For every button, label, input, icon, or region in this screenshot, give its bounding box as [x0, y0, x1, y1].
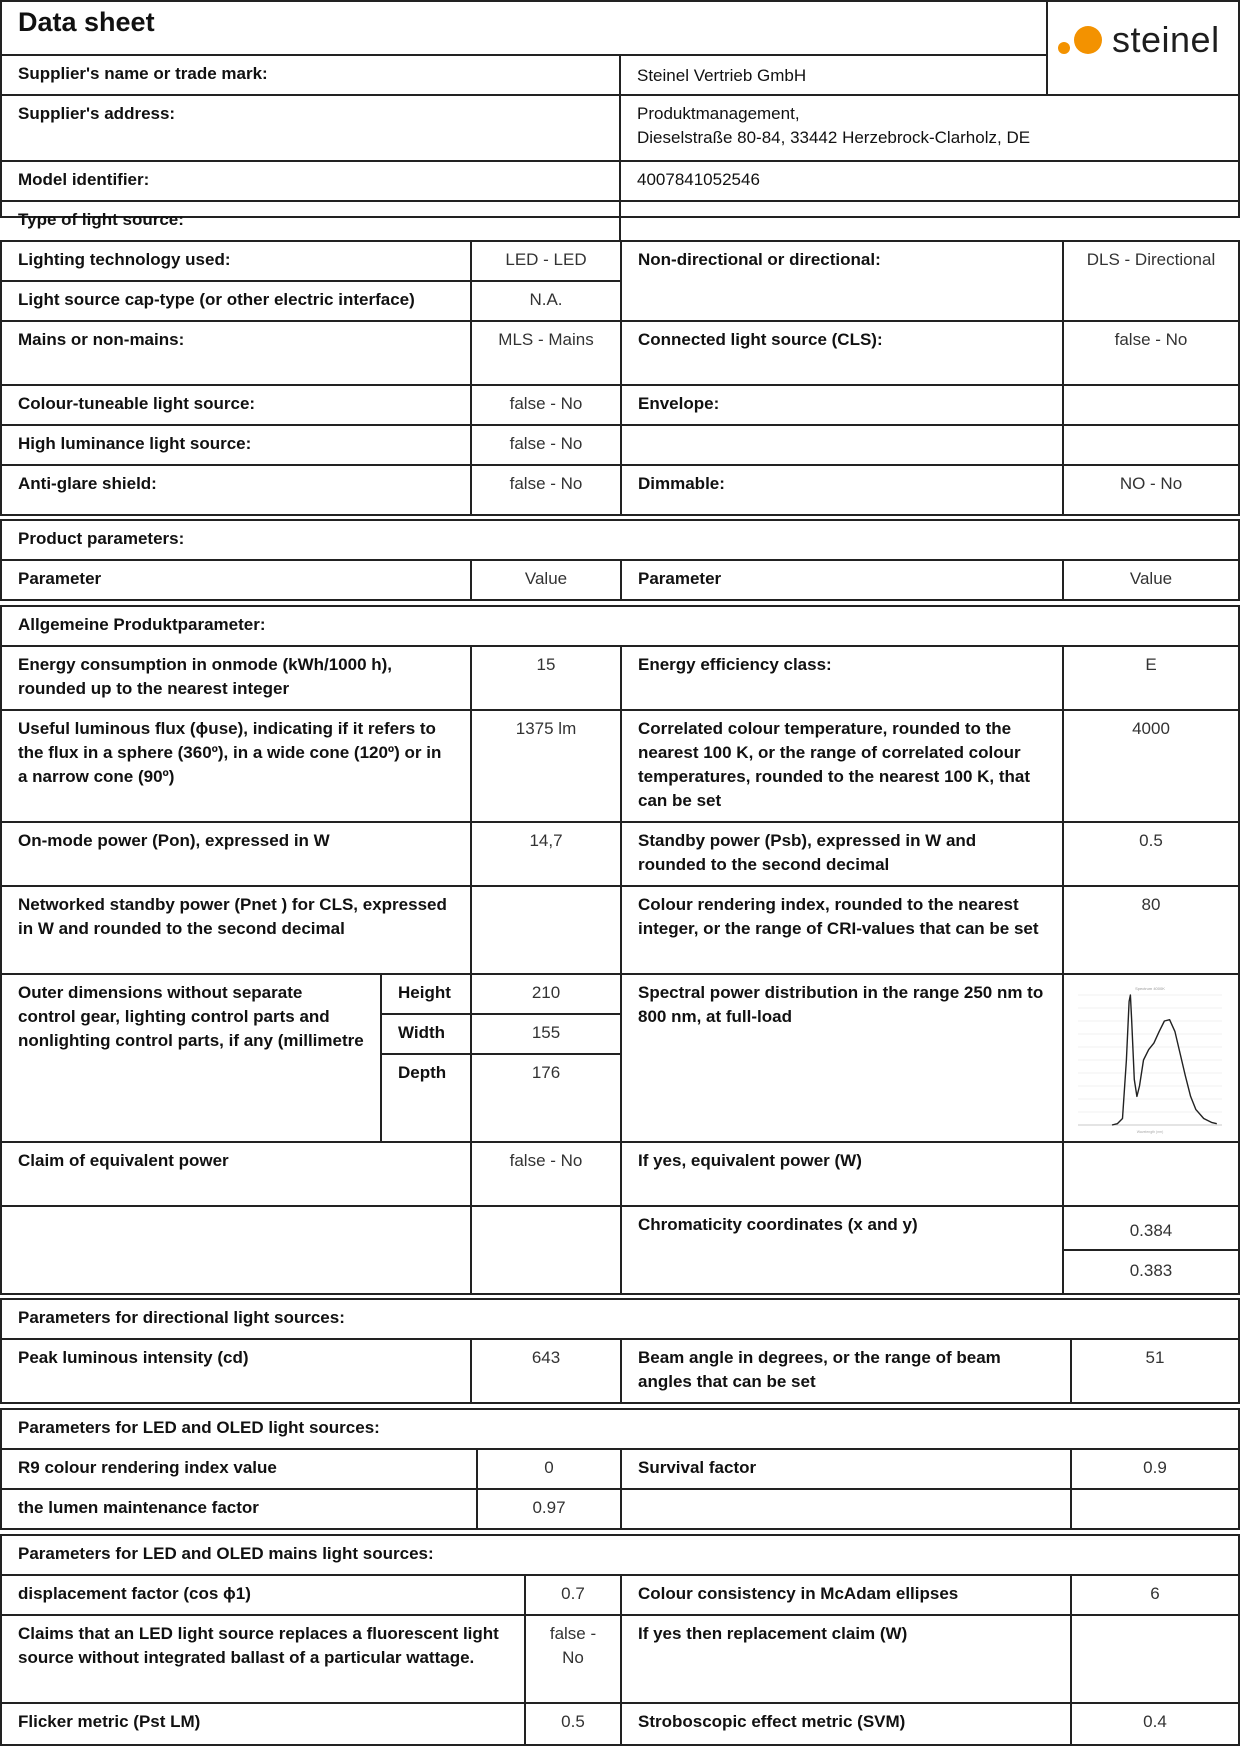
mcadam-label: Colour consistency in McAdam ellipses	[622, 1576, 1072, 1616]
standby-power-value: 0.5	[1064, 823, 1238, 887]
supplier-name-value: Steinel Vertrieb GmbH	[621, 56, 1048, 96]
mains-value: MLS - Mains	[472, 322, 622, 386]
logo-large-dot-icon	[1074, 26, 1102, 54]
logo-wordmark: steinel	[1112, 19, 1220, 60]
fluorescent-replacement-claim-label: Claims that an LED light source replaces a fluorescent light source without integrated ballast of a particular wattage.	[2, 1616, 526, 1704]
cct-value: 4000	[1064, 711, 1238, 823]
equivalent-power-w-value	[1064, 1143, 1238, 1207]
energy-consumption-value: 15	[472, 647, 622, 711]
luminous-flux-label: Useful luminous flux (ɸuse), indicating if it refers to the flux in a sphere (360º), in a wide cone (120º) or in a narrow cone (90º)	[2, 711, 472, 823]
svm-label: Stroboscopic effect metric (SVM)	[622, 1704, 1072, 1744]
height-value: 210	[472, 975, 622, 1015]
page-title: Data sheet	[2, 2, 1048, 56]
equivalent-power-claim-value: false - No	[472, 1143, 622, 1207]
peak-intensity-value: 643	[472, 1340, 622, 1402]
cri-label: Colour rendering index, rounded to the nearest integer, or the range of CRI-values that can be set	[622, 887, 1064, 975]
colour-tuneable-label: Colour-tuneable light source:	[2, 386, 472, 426]
model-identifier-label: Model identifier:	[2, 162, 621, 202]
directional-heading: Parameters for directional light sources:	[2, 1300, 1238, 1340]
empty-cell	[472, 1207, 622, 1293]
width-value: 155	[472, 1015, 622, 1055]
lumen-maintenance-value: 0.97	[478, 1490, 622, 1528]
logo-small-dot-icon	[1058, 42, 1070, 54]
anti-glare-label: Anti-glare shield:	[2, 466, 472, 514]
supplier-address-label: Supplier's address:	[2, 96, 621, 162]
empty-cell	[1072, 1490, 1238, 1528]
r9-value: 0	[478, 1450, 622, 1490]
survival-factor-value: 0.9	[1072, 1450, 1238, 1490]
light-source-type-value	[621, 202, 1238, 242]
spd-label: Spectral power distribution in the range 250 nm to 800 nm, at full-load	[622, 975, 1064, 1143]
allgemeine-block	[0, 605, 1240, 1295]
allgemeine-heading: Allgemeine Produktparameter:	[2, 607, 1238, 647]
width-label: Width	[382, 1015, 472, 1055]
led-heading: Parameters for LED and OLED light sources:	[2, 1410, 1238, 1450]
on-mode-power-value: 14,7	[472, 823, 622, 887]
led-mains-block	[0, 1534, 1240, 1746]
flicker-metric-value: 0.5	[526, 1704, 622, 1744]
empty-cell	[1064, 426, 1238, 466]
energy-class-value: E	[1064, 647, 1238, 711]
fluorescent-replacement-claim-value: false - No	[526, 1616, 622, 1704]
steinel-logo	[1058, 19, 1220, 60]
envelope-label: Envelope:	[622, 386, 1064, 426]
cri-value: 80	[1064, 887, 1238, 975]
cls-value: false - No	[1064, 322, 1238, 386]
address-line-2: Dieselstraße 80-84, 33442 Herzebrock-Clarholz, DE	[637, 128, 1031, 147]
depth-value: 176	[472, 1055, 622, 1143]
product-params-block	[0, 519, 1240, 601]
empty-cell	[2, 1207, 472, 1293]
high-luminance-label: High luminance light source:	[2, 426, 472, 466]
led-block	[0, 1408, 1240, 1530]
high-luminance-value: false - No	[472, 426, 622, 466]
spd-chart	[1070, 981, 1230, 1135]
luminous-flux-value: 1375 lm	[472, 711, 622, 823]
depth-label: Depth	[382, 1055, 472, 1143]
displacement-factor-label: displacement factor (cos ɸ1)	[2, 1576, 526, 1616]
equivalent-power-w-label: If yes, equivalent power (W)	[622, 1143, 1064, 1207]
equivalent-power-claim-label: Claim of equivalent power	[2, 1143, 472, 1207]
anti-glare-value: false - No	[472, 466, 622, 514]
chromaticity-y-value: 0.383	[1129, 1261, 1173, 1280]
flicker-metric-label: Flicker metric (Pst LM)	[2, 1704, 526, 1744]
lighting-tech-value: LED - LED	[472, 242, 622, 282]
general-block	[0, 240, 1240, 516]
chromaticity-x-value: 0.384	[1064, 1207, 1238, 1251]
replacement-claim-w-value	[1072, 1616, 1238, 1704]
supplier-name-label: Supplier's name or trade mark:	[2, 56, 621, 96]
svm-value: 0.4	[1143, 1712, 1167, 1731]
col-header-value-right: Value	[1129, 569, 1173, 588]
col-header-parameter-left: Parameter	[2, 561, 472, 599]
spd-chart-cell	[1064, 975, 1238, 1143]
dimmable-value: NO - No	[1119, 474, 1183, 493]
cls-label: Connected light source (CLS):	[622, 322, 1064, 386]
colour-tuneable-value: false - No	[472, 386, 622, 426]
r9-label: R9 colour rendering index value	[2, 1450, 478, 1490]
lumen-maintenance-label: the lumen maintenance factor	[2, 1490, 478, 1528]
empty-cell	[622, 426, 1064, 466]
header-block	[0, 0, 1240, 229]
model-identifier-value: 4007841052546	[621, 162, 1238, 202]
energy-class-label: Energy efficiency class:	[622, 647, 1064, 711]
empty-cell	[622, 1490, 1072, 1528]
beam-angle-label: Beam angle in degrees, or the range of beam angles that can be set	[622, 1340, 1072, 1402]
on-mode-power-label: On-mode power (Pon), expressed in W	[2, 823, 472, 887]
product-params-heading: Product parameters:	[2, 521, 1238, 561]
beam-angle-value: 51	[1145, 1348, 1165, 1367]
chromaticity-label: Chromaticity coordinates (x and y)	[622, 1207, 1064, 1293]
envelope-value	[1064, 386, 1238, 426]
light-source-type-label: Type of light source:	[2, 202, 621, 242]
outer-dimensions-label: Outer dimensions without separate control gear, lighting control parts and nonlighting control parts, if any (millimetre	[2, 975, 382, 1143]
directional-block	[0, 1298, 1240, 1404]
logo-cell	[1048, 2, 1238, 96]
survival-factor-label: Survival factor	[622, 1450, 1072, 1490]
col-header-parameter-right: Parameter	[622, 561, 1064, 599]
standby-power-label: Standby power (Psb), expressed in W and rounded to the second decimal	[622, 823, 1064, 887]
directional-value: DLS - Directional	[1064, 242, 1238, 322]
energy-consumption-label: Energy consumption in onmode (kWh/1000 h), rounded up to the nearest integer	[2, 647, 472, 711]
peak-intensity-label: Peak luminous intensity (cd)	[2, 1340, 472, 1402]
address-line-1: Produktmanagement,	[637, 104, 800, 123]
directional-label: Non-directional or directional:	[622, 242, 1064, 322]
height-label: Height	[382, 975, 472, 1015]
replacement-claim-w-label: If yes then replacement claim (W)	[622, 1616, 1072, 1704]
supplier-address-value	[621, 96, 1238, 162]
cap-type-label: Light source cap-type (or other electric interface)	[2, 282, 472, 322]
mains-label: Mains or non-mains:	[2, 322, 472, 386]
cap-type-value: N.A.	[472, 282, 622, 322]
col-header-value-left: Value	[472, 561, 622, 599]
mcadam-value: 6	[1072, 1576, 1238, 1616]
lighting-tech-label: Lighting technology used:	[2, 242, 472, 282]
networked-standby-label: Networked standby power (Pnet ) for CLS, expressed in W and rounded to the second decimal	[2, 887, 472, 975]
networked-standby-value	[472, 887, 622, 975]
spd-x-label: Wavelength (nm)	[1136, 1130, 1164, 1134]
spd-title: Spectrum 4000K	[1135, 986, 1165, 991]
dimmable-label: Dimmable:	[622, 466, 1064, 514]
cct-label: Correlated colour temperature, rounded to the nearest 100 K, or the range of correlated colour temperatures, rounded to the nearest 100 K, that can be set	[622, 711, 1064, 823]
led-mains-heading: Parameters for LED and OLED mains light sources:	[2, 1536, 1238, 1576]
displacement-factor-value: 0.7	[526, 1576, 622, 1616]
